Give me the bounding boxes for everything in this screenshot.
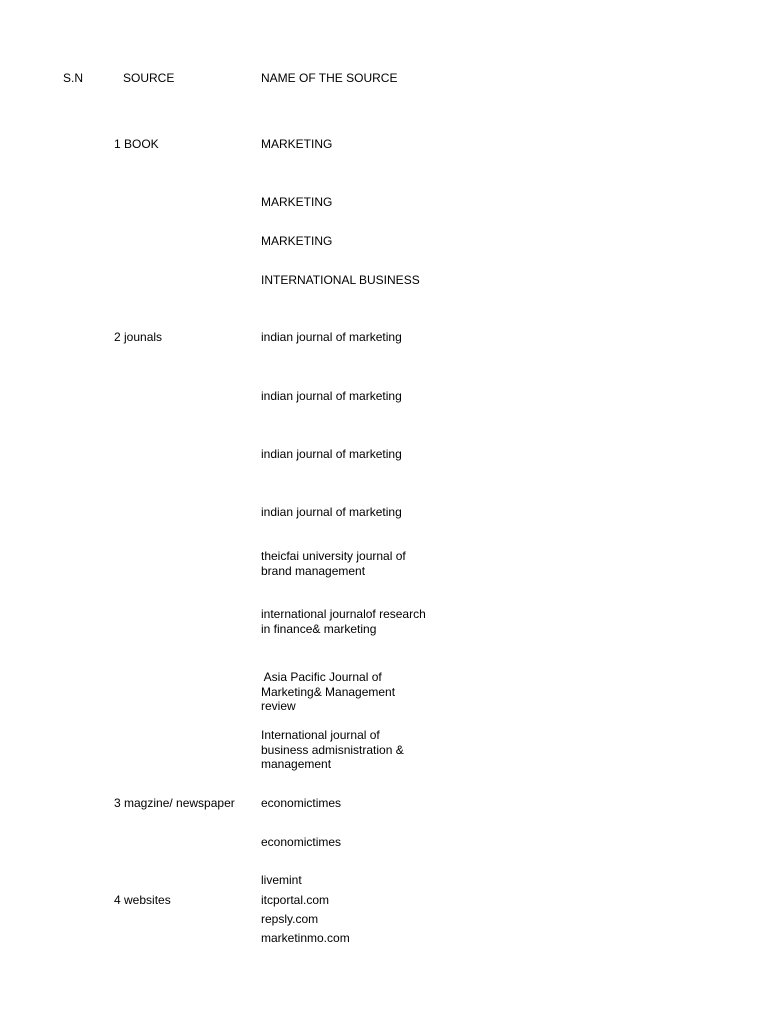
source-name: Asia Pacific Journal of Marketing& Management review <box>261 670 396 714</box>
source-name: INTERNATIONAL BUSINESS <box>261 273 420 287</box>
header-name-of-source: NAME OF THE SOURCE <box>261 71 398 85</box>
header-sn: S.N <box>63 71 84 85</box>
source-name: repsly.com <box>261 912 319 926</box>
source-group-book: 1 BOOK <box>114 137 159 151</box>
source-name: International journal of business admisnistration & management <box>261 728 404 772</box>
source-group-journals: 2 jounals <box>114 330 163 344</box>
header-source: SOURCE <box>123 71 175 85</box>
source-name: economictimes <box>261 835 342 849</box>
source-name: MARKETING <box>261 137 333 151</box>
source-name: MARKETING <box>261 195 333 209</box>
source-name: economictimes <box>261 796 342 810</box>
source-name: indian journal of marketing <box>261 389 402 403</box>
source-name: marketinmo.com <box>261 931 350 945</box>
source-name: MARKETING <box>261 234 333 248</box>
source-group-magazine-newspaper: 3 magzine/ newspaper <box>114 796 235 810</box>
source-name: indian journal of marketing <box>261 505 402 519</box>
source-name: itcportal.com <box>261 893 330 907</box>
source-name: livemint <box>261 873 302 887</box>
source-name: international journalof research in finance& marketing <box>261 607 426 636</box>
source-name: indian journal of marketing <box>261 330 402 344</box>
source-group-websites: 4 websites <box>114 893 171 907</box>
source-name: theicfai university journal of brand management <box>261 549 406 578</box>
source-name: indian journal of marketing <box>261 447 402 461</box>
